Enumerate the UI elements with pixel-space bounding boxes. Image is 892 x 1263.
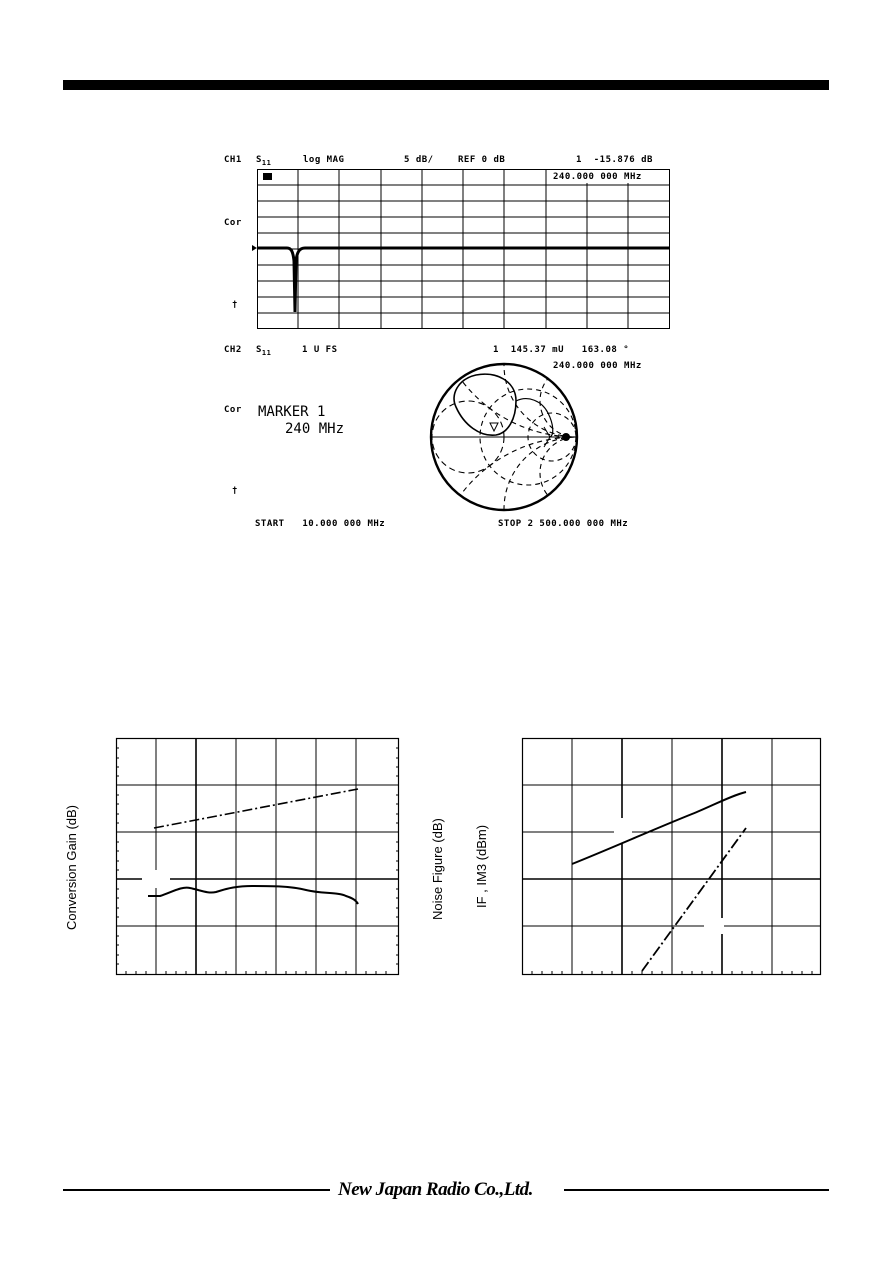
ch1-logmag-grid xyxy=(257,169,671,330)
ch2-marker-symbol: † xyxy=(232,486,238,496)
ch2-marker-frequency: 240.000 000 MHz xyxy=(553,361,642,371)
ch2-marker-readout: 1 145.37 mU 163.08 ° xyxy=(493,345,630,355)
ch1-label: CH1 xyxy=(224,155,242,165)
noise-figure-if-graph xyxy=(522,738,822,976)
ch1-marker-readout: 1 -15.876 dB xyxy=(576,155,653,165)
ch2-param: $S_{11}$ xyxy=(256,345,272,357)
ch1-scale: 5 dB/ xyxy=(404,155,434,165)
right-graph-y-label-nf: Noise Figure (dB) xyxy=(430,818,445,920)
marker-frequency-label: 240 MHz xyxy=(285,421,345,437)
footer-rule-left xyxy=(63,1189,330,1191)
company-logo: New Japan Radio Co.,Ltd. xyxy=(338,1179,533,1200)
ch1-marker-frequency: 240.000 000 MHz xyxy=(553,172,642,182)
conversion-gain-graph xyxy=(116,738,400,976)
ch2-cor: Cor xyxy=(224,405,242,415)
footer-rule-right xyxy=(564,1189,829,1191)
header-rule xyxy=(63,80,829,90)
ch2-label: CH2 xyxy=(224,345,242,355)
ch1-cor: Cor xyxy=(224,218,242,228)
smith-chart xyxy=(424,365,584,515)
left-graph-y-label: Conversion Gain (dB) xyxy=(64,805,79,930)
right-graph-y-label-if: IF , IM3 (dBm) xyxy=(474,824,489,908)
sweep-stop: STOP 2 500.000 000 MHz xyxy=(498,519,629,529)
ch1-marker-symbol: † xyxy=(232,300,238,310)
sweep-start: START 10.000 000 MHz xyxy=(255,519,386,529)
ch1-ref: REF 0 dB xyxy=(458,155,506,165)
marker-label: MARKER 1 xyxy=(258,404,326,420)
ch2-format: 1 U FS xyxy=(302,345,338,355)
ch1-param: $S_{11}$ xyxy=(256,155,272,167)
ch1-format: log MAG xyxy=(303,155,345,165)
